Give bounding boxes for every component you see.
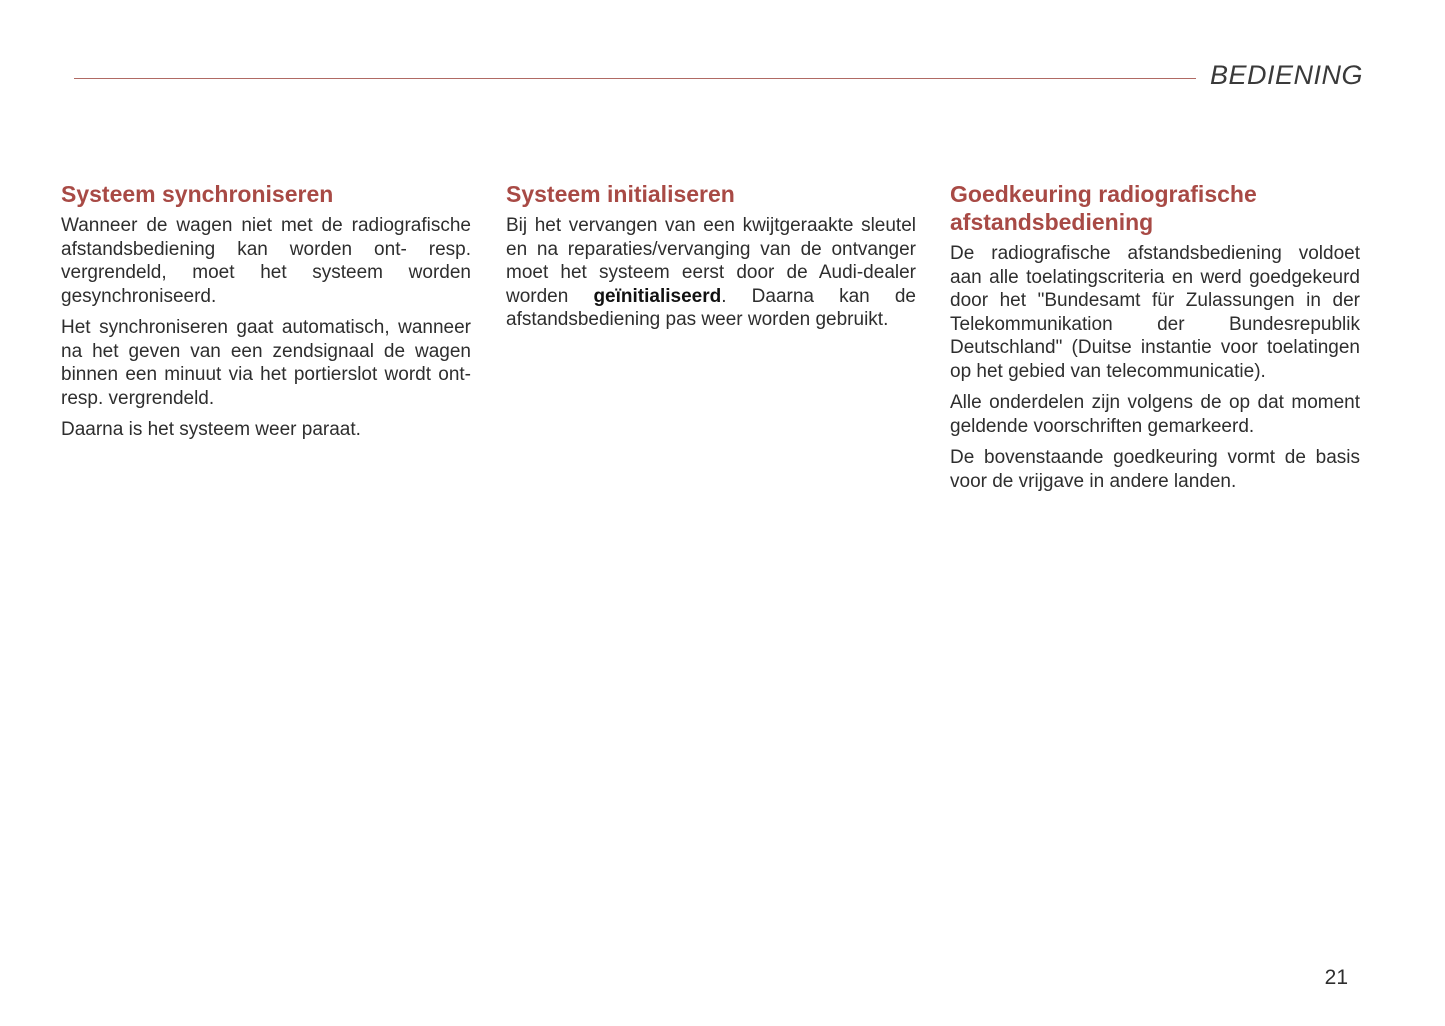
paragraph-text: . <box>721 285 727 307</box>
heading-initialiseren: Systeem initialiseren <box>506 181 735 207</box>
heading-synchroniseren: Systeem synchroniseren <box>61 181 334 207</box>
emphasis-term: geïnitialiseerd <box>593 285 722 307</box>
column-goedkeuring <box>950 180 1360 501</box>
page-number: 21 <box>1324 966 1348 989</box>
paragraph: Alle onderdelen zijn volgens de op dat moment geldende voorschriften gemarkeerd. <box>950 392 1360 437</box>
paragraph: Daarna is het systeem weer paraat. <box>61 419 361 440</box>
header-rule <box>74 78 1196 79</box>
paragraph: De bovenstaande goedkeuring vormt de basis voor de vrijgave in andere landen. <box>950 447 1360 492</box>
section-title: BEDIENING <box>1209 60 1363 90</box>
paragraph: Het synchroniseren gaat automatisch, wanneer na het geven van een zendsignaal de wagen binnen een minuut via het portierslot wordt ont- resp. vergrendeld. <box>61 317 471 409</box>
paragraph-text: Daarna kan de afstandsbediening pas weer worden gebruikt. <box>506 285 916 330</box>
paragraph <box>506 214 916 332</box>
paragraph: De radiografische afstandsbediening voldoet aan alle toelatingscriteria en werd goedgekeurd door het "Bundesamt für Zulassungen in der Telekommunikation der Bundesrepublik Deutschland" (Duitse instantie voor toelatingen op het gebied van telecommunicatie). <box>950 243 1360 382</box>
column-synchroniseren <box>61 180 471 450</box>
paragraph: Wanneer de wagen niet met de radiografische afstandsbediening kan worden ont- resp. vergrendeld, moet het systeem worden gesynchroniseerd. <box>61 215 471 307</box>
paragraph-text: Bij het vervangen van een kwijtgeraakte sleutel en na reparaties/vervanging van de ontvanger moet het systeem eerst door de Audi-dealer worden <box>506 215 916 307</box>
heading-goedkeuring: Goedkeuring radiografische afstandsbediening <box>950 181 1257 235</box>
column-initialiseren <box>506 180 916 340</box>
